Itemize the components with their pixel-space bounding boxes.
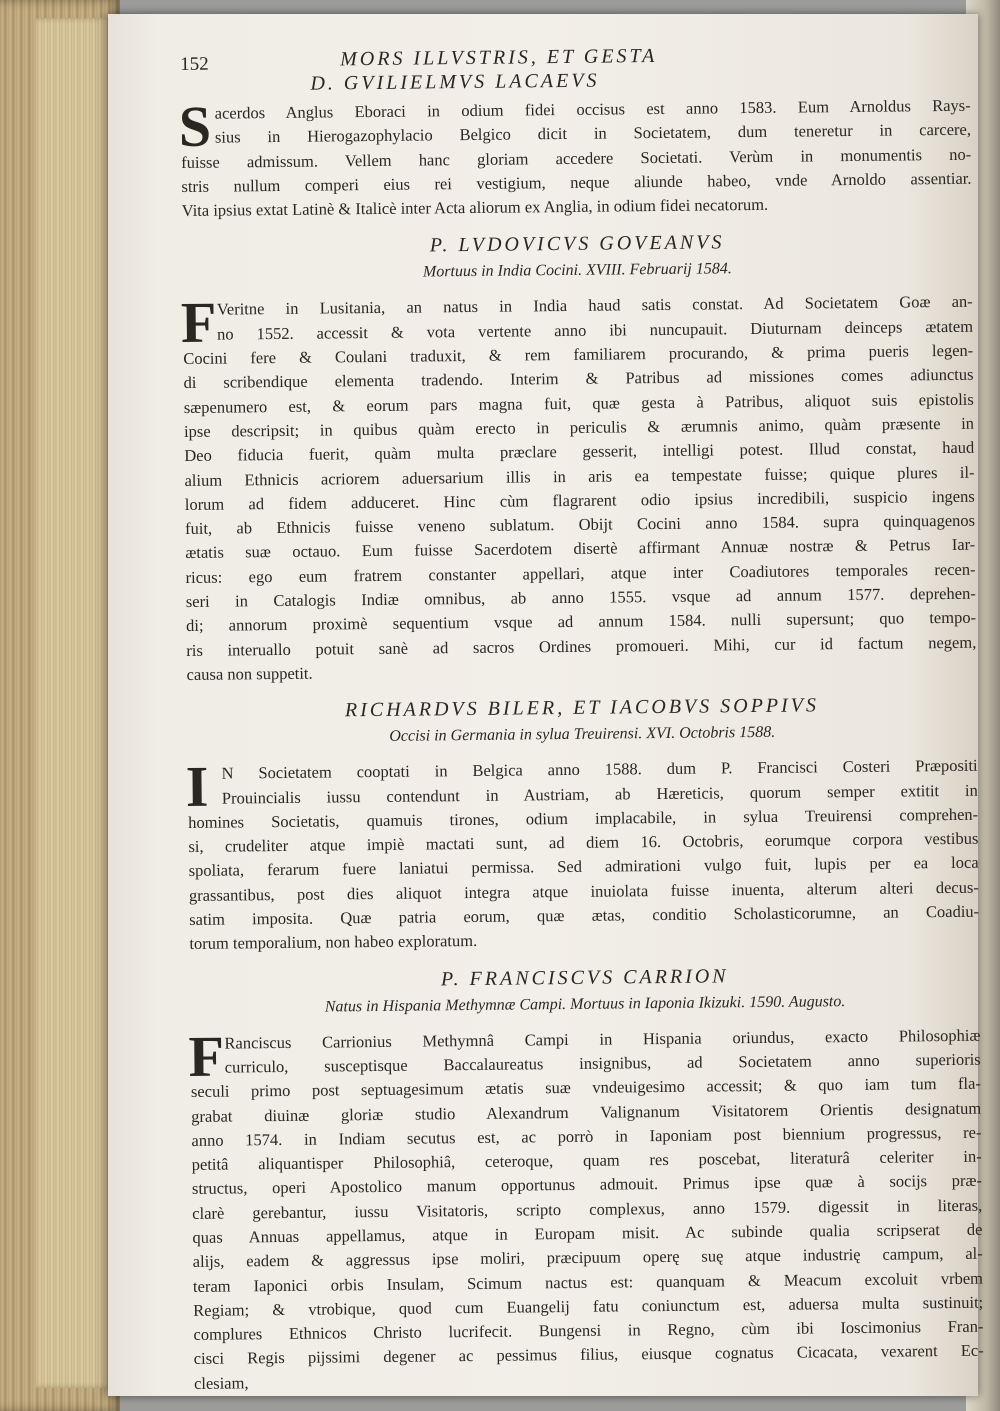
section-paragraph [178,93,972,224]
text-line: alijs, eadem & aggressus ipse moliri, præcipuum operę suę atque industrię campum, al- [192,1243,983,1272]
text-line: complures Ethnicos Christo lucrifecit. Bungensi in Regno, cùm ibi Ioscimonius Fran- [193,1316,984,1345]
running-head [180,38,971,98]
drop-cap: F [188,1023,225,1089]
section-paragraph [180,290,977,687]
text-line: N Societatem cooptati in Belgica anno 1588. dum P. Francisci Costeri Præpositi [221,755,978,783]
text-line: grassantibus, post dies aliquot integra atque inuiolata fuisse inuenta, alterum alteri decus- [188,877,979,905]
text-line: clarè gerebantur, iussu Visitatoris, scripto complexus, anno 1579. digessit in literas, [192,1195,983,1223]
text-line: teram Iaponici orbis Insulam, Scimum nactus est: quanquam & Meacum excoluit vrbem [192,1268,984,1296]
text-line: grabat diuinæ gloriæ studio Alexandrum Valignanum Visitatorem Orientis designatum [191,1098,982,1126]
text-line: torum temporalium, non habeo exploratum. [189,931,478,954]
text-line: curriculo, susceptisque Baccalaureatus insignibus, ad Societatem anno superioris [224,1049,981,1077]
text-line: Veritne in Lusitania, an natus in India haud satis constat. Ad Societatem Goæ an- [216,292,973,320]
text-line: fuisse admissum. Vellem hanc gloriam accedere Societati. Verùm in monumentis no- [181,144,972,172]
text-line: Prouincialis iussu contendunt in Austriam, ab Hæreticis, quorum semper extitit in [221,780,978,808]
text-line: Ranciscus Carrionius Methymnâ Campi in Hispania oriundus, exacto Philosophiæ [224,1025,981,1053]
page-number: 152 [180,53,209,75]
text-line: no 1552. accessit & vota vertente anno ibi nuncupauit. Diuturnam deinceps ætatem [216,316,974,344]
text-line: sæpenumero est, & eorum pars magna fuit, quæ gesta à Patribus, aliquot suis epistolis [183,389,974,417]
text-line: homines Societatis, quamuis tirones, odium implacabile, in sylua Treuirensi comprehen- [188,804,979,832]
page-stack-edge [36,18,112,1388]
running-title: MORS ILLVSTRIS, ET GESTA [340,45,658,71]
text-line: quas Annuas appellamus, atque in Europam misit. Ac subinde qualia scripserat de [192,1219,983,1247]
section-paragraph [190,1023,984,1396]
section-heading: P. FRANCISCVS CARRION [440,964,729,990]
text-line: structus, operi Apostolico manum opportunus admouit. Primus ipse quæ à socijs præ- [191,1171,983,1199]
text-line: anno 1574. in Indiam secutus est, ac porrò in Iaponiam post biennium progressus, re- [191,1122,982,1150]
section-paragraph [185,753,980,957]
text-line: ætatis suæ octauo. Eum fuisse Sacerdotem disertè affirmant Annuæ nostræ & Petrus Iar- [185,535,976,563]
text-line: ricus: ego eum fratrem constanter appellari, atque inter Coadiutores temporales recen- [185,559,976,587]
text-line: causa non suppetit. [186,663,313,684]
text-line: ris interuallo potuit sanè ad sacros Ordines promoueri. Mihi, cur id factum negem, [186,632,977,660]
section-heading: P. LVDOVICVS GOVEANVS [429,231,725,257]
text-line: Regiam; & vtrobique, quod cum Euangelij fatu coniunctum est, aduersa multa sustinuit; [193,1292,984,1320]
text-line: Deo fiducia fuerit, quàm multa præclare gesserit, intelligi potest. Illud constat, haud [184,437,975,466]
text-line: satim imposita. Quæ patria eorum, quæ ætas, conditio Scholasticorumne, an Coadiu- [189,901,980,929]
drop-cap: F [180,290,217,356]
text-line: stris nullum comperi eius rei vestigium, neque aliunde habeo, vnde Arnoldo assentiar. [181,168,972,196]
section-heading: D. GVILIELMVS LACAEVS [310,69,600,95]
section-date-line: Natus in Hispania Methymnæ Campi. Mortuus in Iaponia Ikizuki. 1590. Augusto. [324,992,846,1016]
text-line: lorum ad fidem adduceret. Hinc cùm flagrarent odio ipsius incredibili, suspicio ingens [184,486,975,514]
text-line: Cocini fere & Coulani traduxit, & rem familiarem procurando, & prima pueris legen- [183,340,974,369]
text-line: seculi primo post septuagesimum ætatis suæ vndeuigesimo accessit; & quo iam tum fla- [190,1073,982,1102]
text-line: alium Ethnicis acriorem aduersarium illis in aris ea tempestate fuisse; quique plures il- [184,462,975,490]
section-date-line: Occisi in Germania in sylua Treuirensi. XVI. Octobris 1588. [389,724,776,746]
text-line: fuit, ab Ethnicis fuisse veneno sublatum. Obijt Cocini anno 1584. supra quinquagenos [184,510,976,539]
drop-cap: I [185,753,209,820]
text-line: di; annorum proximè sequentium vsque ad annum 1584. nulli supersunt; quo tempo- [185,608,977,636]
text-line: clesiam, [193,1373,249,1393]
text-line: petitâ aliquantisper Philosophiâ, ceteroque, quam res poscebat, literaturâ celeriter in- [191,1146,982,1175]
text-line: Vita ipsius extat Latinè & Italicè inter Acta aliorum ex Anglia, in odium fidei necatorum. [181,195,769,221]
text-line: di scribendique elementa tradendo. Interim & Patribus ad missiones comes adiunctus [183,365,974,393]
text-line: si, crudeliter atque impiè mactati sunt, ad diem 16. Octobris, eorumque corpora vestibus [188,828,979,857]
text-line: acerdos Anglus Eboraci in odium fidei occisus est anno 1583. Eum Arnoldus Rays- [214,95,971,123]
section-heading: RICHARDVS BILER, ET IACOBVS SOPPIVS [344,694,820,722]
page-content [180,38,984,1396]
text-line: sius in Hierogazophylacio Belgico dicit in Societatem, dum teneretur in carcere, [214,120,972,147]
drop-cap: S [178,93,212,160]
text-line: ipse descripsit; in quibus quàm erecto in periculis & ærumnis animo, quàm præsente in [183,413,975,441]
text-line: spoliata, ferarum fuere laniatui permissa. Sed admirationi vulgo fuit, lupis per ea loca [188,853,979,881]
text-line: seri in Catalogis Indiæ omnibus, ab anno 1555. vsque ad annum 1577. deprehen- [185,583,976,612]
book-fore-edge-left [0,0,120,1411]
section-date-line: Mortuus in India Cocini. XVIII. Februarij 1584. [422,260,732,281]
text-line: cisci Regis pijssimi degener ac pessimus filius, eiusque cognatus Cicacata, vexarent Ec- [193,1341,984,1369]
